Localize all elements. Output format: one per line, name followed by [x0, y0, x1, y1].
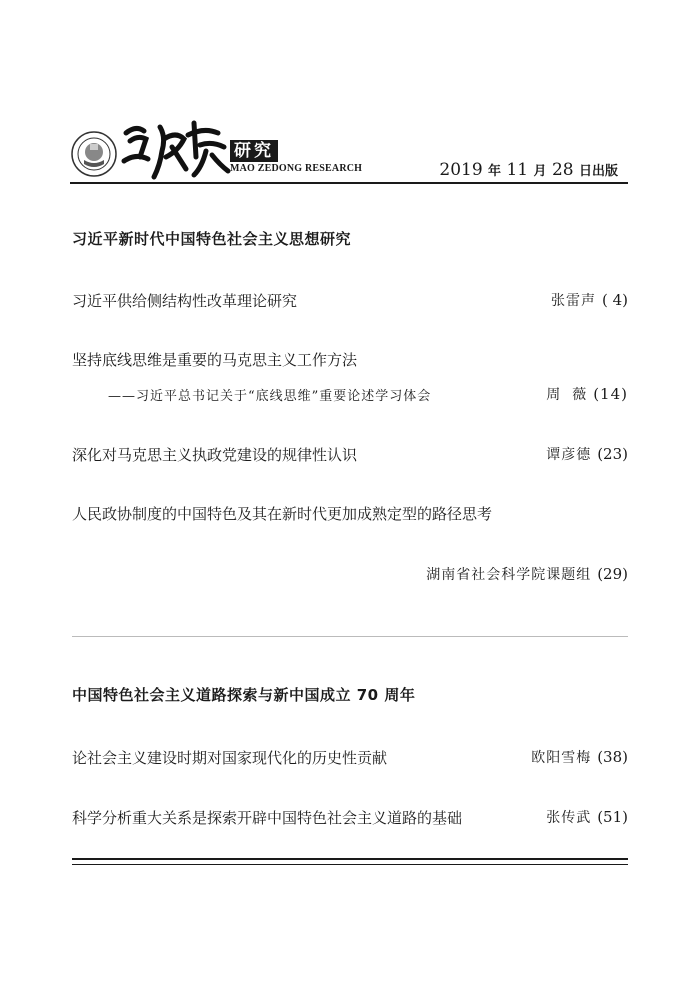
section-heading: 习近平新时代中国特色社会主义思想研究 [72, 230, 352, 248]
article-author: 张传武 [546, 810, 592, 826]
article-title: 习近平供给侧结构性改革理论研究 [72, 291, 298, 310]
article-meta [551, 290, 628, 310]
article-title[interactable]: 坚持底线思维是重要的马克思主义工作方法 [72, 351, 358, 369]
masthead-rule [70, 182, 628, 184]
article-author: 湖南省社会科学院课题组 [426, 567, 592, 583]
article-page: (51) [597, 808, 628, 826]
article-subtitle: ——习近平总书记关于“底线思维”重要论述学习体会 [108, 388, 432, 404]
date-month-unit: 月 [533, 164, 547, 179]
article-meta [546, 807, 628, 827]
journal-seal-logo [70, 130, 118, 178]
toc-entry[interactable] [72, 288, 628, 312]
section-heading: 中国特色社会主义道路探索与新中国成立 70 周年 [72, 686, 416, 704]
article-meta [531, 747, 628, 767]
date-day-unit: 日出版 [578, 164, 618, 179]
article-meta [546, 384, 628, 404]
article-page: (14) [593, 385, 628, 403]
article-title[interactable]: 人民政协制度的中国特色及其在新时代更加成熟定型的路径思考 [72, 505, 493, 523]
article-title: 论社会主义建设时期对国家现代化的历史性贡献 [72, 748, 388, 767]
journal-title-cn: 研究 [230, 140, 278, 162]
date-day: 28 [551, 160, 574, 180]
article-author: 张雷声 [550, 293, 596, 309]
toc-entry[interactable] [72, 805, 628, 829]
article-page: (38) [597, 748, 628, 766]
article-page: (23) [597, 445, 628, 463]
date-month: 11 [506, 160, 529, 180]
article-meta [546, 444, 628, 464]
calligraphy-logo [120, 117, 232, 187]
article-page: ( 4) [601, 291, 628, 309]
toc-entry[interactable] [108, 382, 628, 406]
toc-entry[interactable] [72, 442, 628, 466]
footer-rule-thin [72, 864, 628, 865]
article-meta [426, 564, 628, 584]
footer-rule-thick [72, 858, 628, 860]
article-author: 欧阳雪梅 [531, 750, 592, 766]
article-title: 科学分析重大关系是探索开辟中国特色社会主义道路的基础 [72, 808, 463, 827]
article-author: 周 薇 [546, 387, 588, 403]
article-title: 深化对马克思主义执政党建设的规律性认识 [72, 445, 358, 464]
journal-title-en: MAO ZEDONG RESEARCH [230, 163, 363, 174]
date-year: 2019 [439, 160, 483, 180]
date-year-unit: 年 [488, 164, 502, 179]
toc-entry[interactable] [72, 562, 628, 586]
article-page: (29) [597, 565, 628, 583]
publication-date [439, 159, 618, 183]
toc-entry[interactable] [72, 745, 628, 769]
section-divider [72, 636, 628, 637]
article-author: 谭彦德 [546, 447, 592, 463]
